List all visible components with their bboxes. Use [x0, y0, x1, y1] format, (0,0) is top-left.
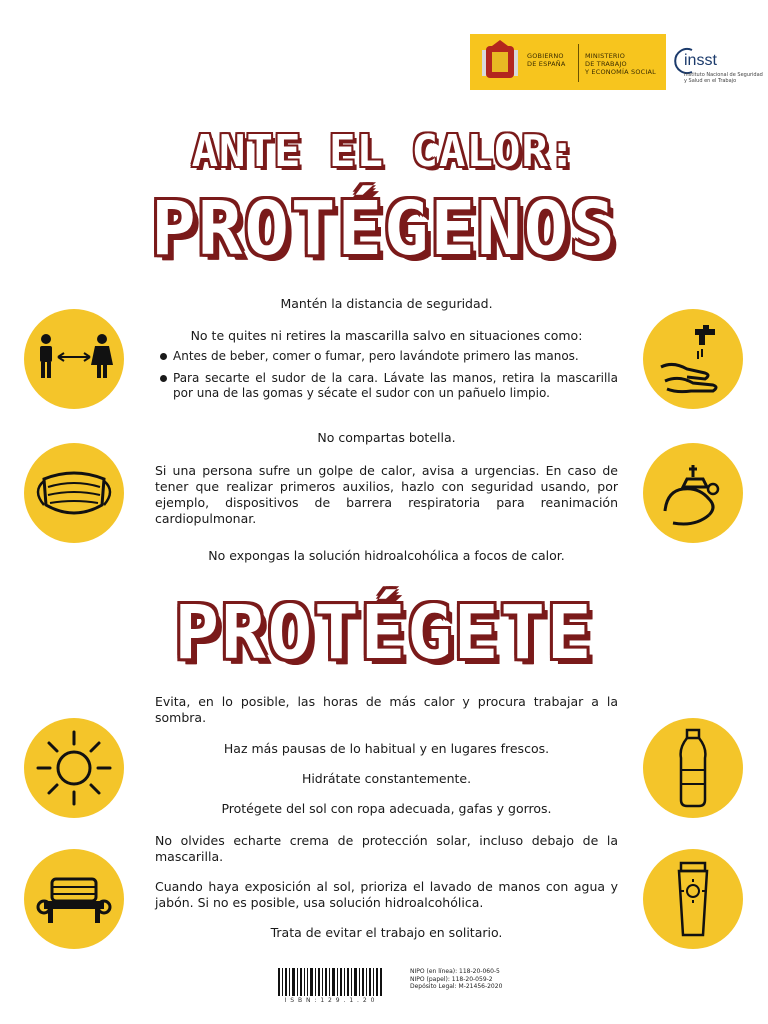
sunscreen-circle [643, 849, 743, 949]
ministry-line1: MINISTERIO [585, 52, 626, 60]
text-sun-clothing: Protégete del sol con ropa adecuada, gafas y gorros. [221, 801, 552, 816]
barcode [278, 968, 382, 996]
text-avoid-alone: Trata de evitar el trabajo en solitario. [270, 925, 503, 940]
legal-deposit: Depósito Legal: M-21456-2020 [410, 983, 503, 990]
hand-washing-icon [643, 309, 743, 409]
bench-icon [24, 849, 124, 949]
sun-icon [24, 718, 124, 818]
text-pauses: Haz más pausas de lo habitual y en lugares frescos. [223, 741, 550, 756]
social-distance-icon [24, 309, 124, 409]
nipo-online: NIPO (en línea): 118-20-060-5 [410, 968, 500, 975]
list-item: Antes de beber, comer o fumar, pero lavándote primero las manos. [173, 349, 618, 365]
gov-line2: DE ESPAÑA [527, 60, 566, 68]
publication-codes [410, 968, 502, 991]
insst-subtitle: Instituto Nacional de Seguridad y Salud en el Trabajo [684, 72, 763, 84]
insst-name: insst [684, 52, 717, 69]
text-heat-stroke: Si una persona sufre un golpe de calor, avisa a urgencias. En caso de tener que realizar primeros auxilios, hazlo con seguridad usando, por ejemplo, dispositivos de barrera respiratoria para reanimación cardiopulmonar. [155, 463, 618, 526]
gov-line1: GOBIERNO [527, 52, 564, 60]
barcode-number: I S B N : 1 2 9 . 1 . 2 0 [284, 997, 376, 1004]
title-protegenos: PROTÉGENOS [151, 186, 617, 272]
text-hydroalcoholic: No expongas la solución hidroalcohólica a focos de calor. [208, 548, 565, 563]
face-mask-circle [24, 443, 124, 543]
cpr-barrier-icon [643, 443, 743, 543]
mask-exceptions-list [173, 349, 618, 408]
hand-washing-circle [643, 309, 743, 409]
ministry-name [585, 52, 656, 76]
text-mask-rule: No te quites ni retires la mascarilla salvo en situaciones como: [190, 328, 583, 343]
face-mask-icon [24, 443, 124, 543]
sunscreen-icon [643, 849, 743, 949]
title-protegete: PROTÉGETE [174, 590, 594, 676]
cpr-barrier-circle [643, 443, 743, 543]
coat-of-arms-icon [480, 40, 520, 84]
water-bottle-icon [643, 718, 743, 818]
ministry-line3: Y ECONOMÍA SOCIAL [585, 68, 656, 76]
ministry-line2: DE TRABAJO [585, 60, 627, 68]
social-distance-circle [24, 309, 124, 409]
text-sunscreen: No olvides echarte crema de protección solar, incluso debajo de la mascarilla. [155, 833, 618, 864]
list-item: Para secarte el sudor de la cara. Lávate las manos, retira la mascarilla por una de las gomas y sécate el sudor con un pañuelo limpio. [173, 370, 618, 400]
text-distance: Mantén la distancia de seguridad. [280, 296, 493, 311]
logo-divider [578, 44, 579, 82]
water-bottle-circle [643, 718, 743, 818]
sun-circle [24, 718, 124, 818]
bench-circle [24, 849, 124, 949]
gov-name [527, 52, 565, 68]
nipo-paper: NIPO (papel): 118-20-059-2 [410, 975, 493, 983]
text-hand-wash: Cuando haya exposición al sol, prioriza el lavado de manos con agua y jabón. Si no es posible, usa solución hidroalcohólica. [155, 879, 618, 910]
text-avoid-heat-hours: Evita, en lo posible, las horas de más calor y procura trabajar a la sombra. [155, 694, 618, 725]
text-bottle: No compartas botella. [317, 430, 456, 445]
text-hydrate: Hidrátate constantemente. [301, 771, 472, 786]
pre-title: ANTE EL CALOR: [191, 126, 577, 177]
